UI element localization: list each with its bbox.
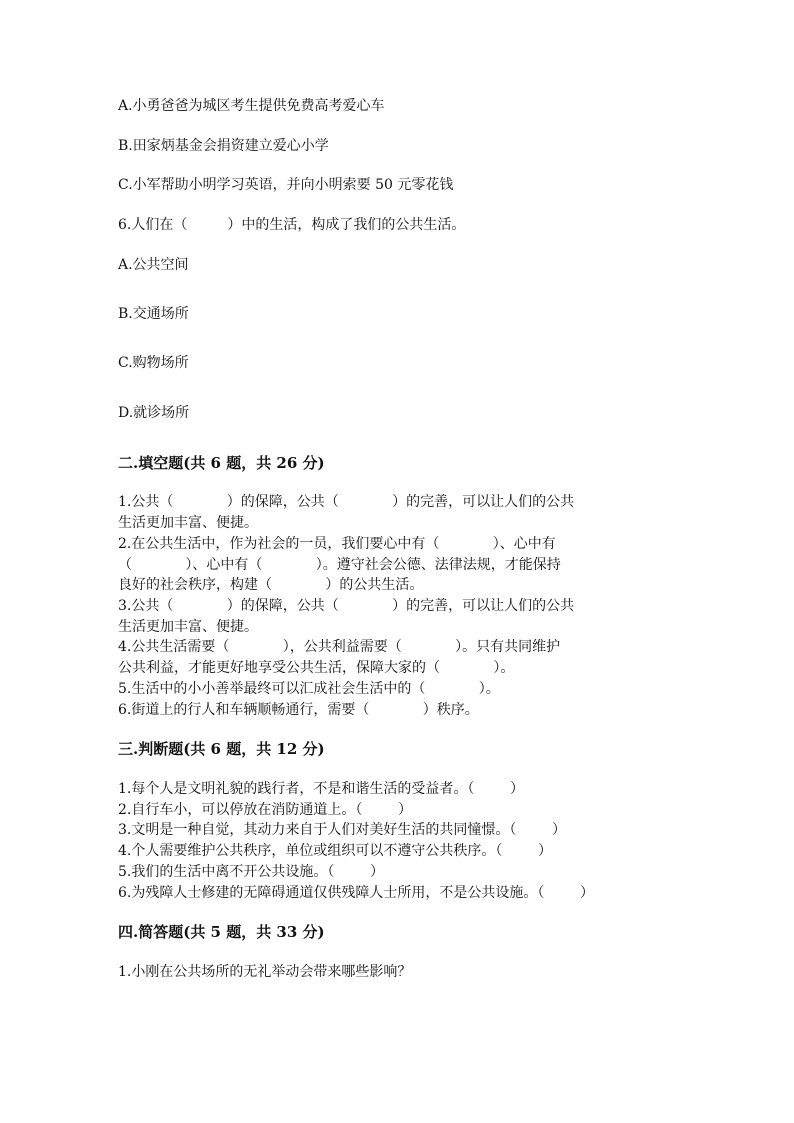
option-q5-b: B.田家炳基金会捐资建立爱心小学 xyxy=(118,138,329,154)
option-q5-c: C.小军帮助小明学习英语，并向小明索要 50 元零花钱 xyxy=(118,177,454,193)
option-q6-b: B.交通场所 xyxy=(118,306,189,322)
judge-line: 3.文明是一种自觉，其动力来自于人们对美好生活的共同憧憬。（ ） xyxy=(118,822,566,838)
fill-line: 1.公共（ ）的保障，公共（ ）的完善，可以让人们的公共 xyxy=(118,494,575,510)
fill-line: 4.公共生活需要（ ），公共利益需要（ ）。只有共同维护 xyxy=(118,639,561,655)
judge-line: 6.为残障人士修建的无障碍通道仅供残障人士所用，不是公共设施。（ ） xyxy=(118,885,594,901)
fill-line: 生活更加丰富、便捷。 xyxy=(118,515,258,531)
option-q5-a: A.小勇爸爸为城区考生提供免费高考爱心车 xyxy=(118,98,385,114)
short-answer-line: 1.小刚在公共场所的无礼举动会带来哪些影响？ xyxy=(118,964,412,980)
judge-line: 4.个人需要维护公共秩序，单位或组织可以不遵守公共秩序。（ ） xyxy=(118,843,552,859)
judge-line: 5.我们的生活中离不开公共设施。（ ） xyxy=(118,864,384,880)
fill-line: 6.街道上的行人和车辆顺畅通行，需要（ ）秩序。 xyxy=(118,702,479,718)
fill-line: （ ）、心中有（ ）。遵守社会公德、法律法规，才能保持 xyxy=(118,557,561,573)
fill-line: 3.公共（ ）的保障，公共（ ）的完善，可以让人们的公共 xyxy=(118,598,575,614)
section-2-heading: 二.填空题(共 6 题，共 26 分) xyxy=(118,454,325,472)
fill-line: 2.在公共生活中，作为社会的一员，我们要心中有（ ）、心中有 xyxy=(118,536,556,552)
question-6-stem: 6.人们在（ ）中的生活，构成了我们的公共生活。 xyxy=(118,217,466,233)
judge-line: 2.自行车小，可以停放在消防通道上。（ ） xyxy=(118,802,412,818)
option-q6-a: A.公共空间 xyxy=(118,257,189,273)
fill-line: 生活更加丰富、便捷。 xyxy=(118,619,258,635)
fill-line: 良好的社会秩序，构建（ ）的公共生活。 xyxy=(118,577,424,593)
option-q6-d: D.就诊场所 xyxy=(118,405,190,421)
section-3-heading: 三.判断题(共 6 题，共 12 分) xyxy=(118,740,325,758)
fill-line: 公共利益，才能更好地享受公共生活，保障大家的（ ）。 xyxy=(118,660,515,676)
judge-line: 1.每个人是文明礼貌的践行者，不是和谐生活的受益者。（ ） xyxy=(118,781,524,797)
fill-line: 5.生活中的小小善举最终可以汇成社会生活中的（ ）。 xyxy=(118,681,500,697)
section-4-heading: 四.简答题(共 5 题，共 33 分) xyxy=(118,923,325,941)
option-q6-c: C.购物场所 xyxy=(118,355,189,371)
